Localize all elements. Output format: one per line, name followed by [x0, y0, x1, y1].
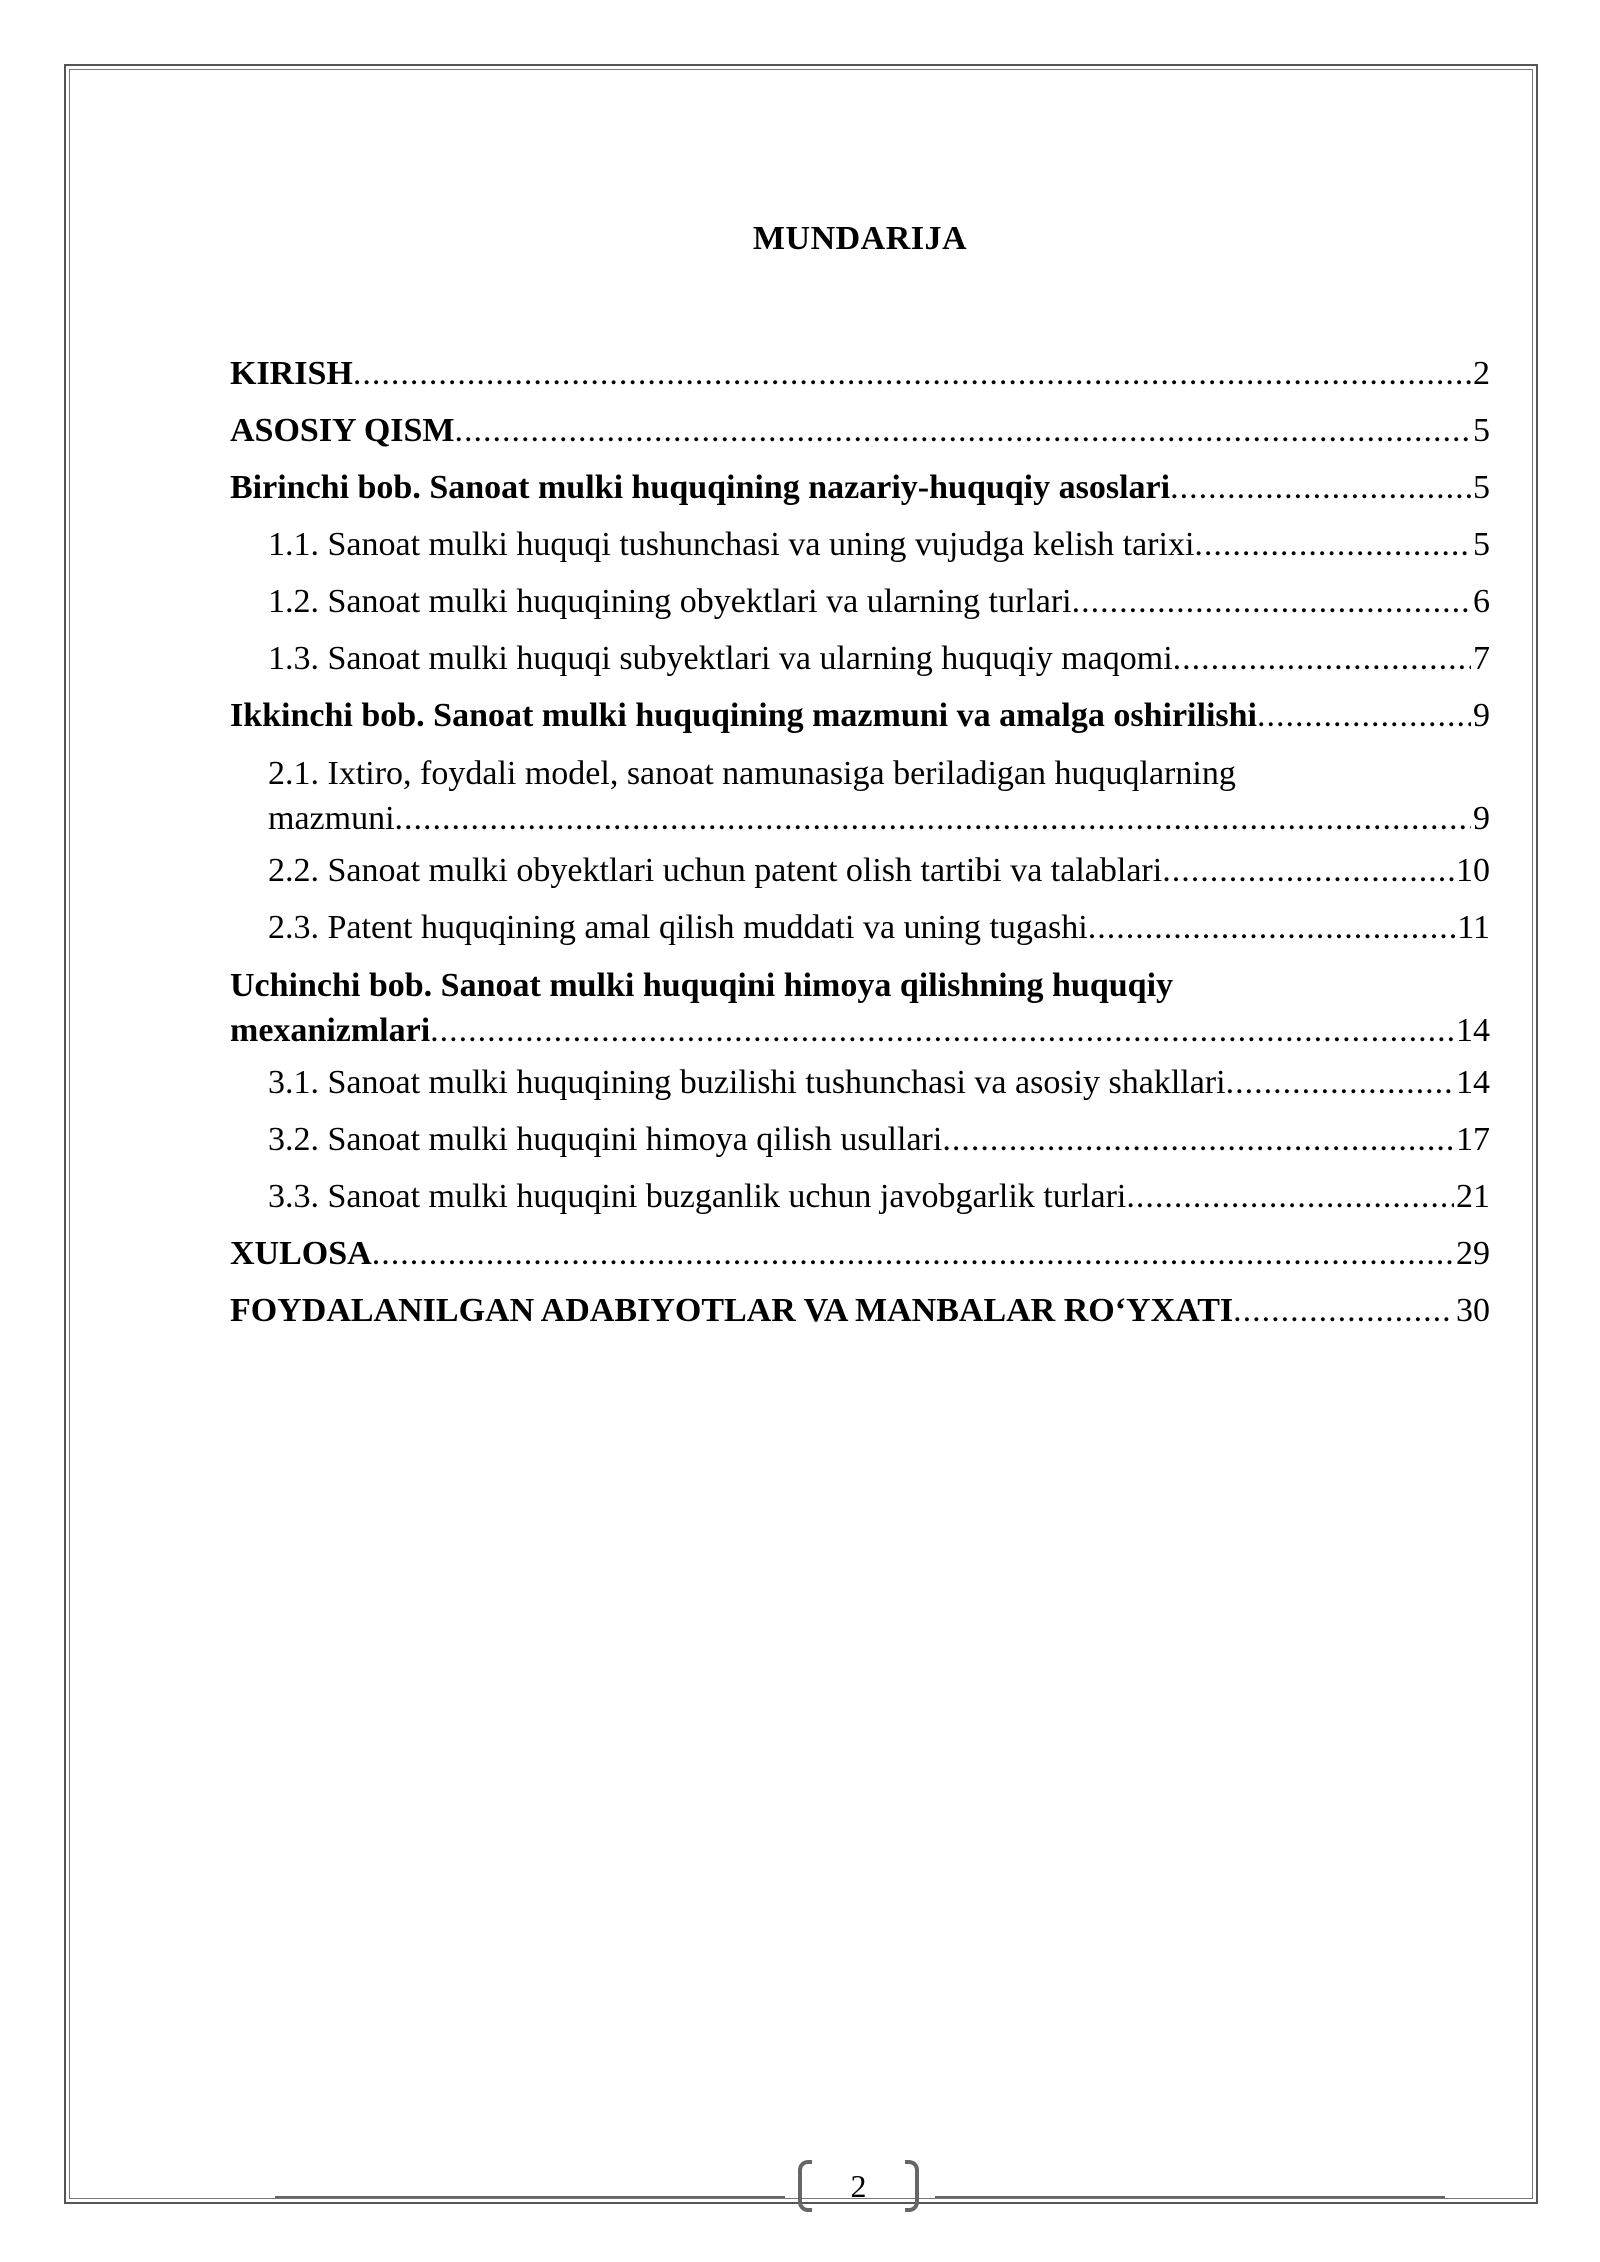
toc-entry-page: 5	[1473, 469, 1490, 506]
toc-entry-kirish[interactable]	[230, 345, 1490, 402]
toc-entry-chapter-1[interactable]	[230, 459, 1490, 516]
dot-leader	[1194, 516, 1471, 573]
toc-entry-label-line1: Uchinchi bob. Sanoat mulki huquqini himoya qilishning huquqiy	[230, 967, 1174, 1004]
toc-entry-label: KIRISH	[230, 355, 353, 392]
toc-entry-page: 9	[1473, 800, 1490, 837]
table-of-contents	[230, 345, 1490, 1339]
toc-entry-label: 3.3. Sanoat mulki huquqini buzganlik uchun javobgarlik turlari	[268, 1178, 1127, 1215]
toc-entry-2-3[interactable]	[230, 899, 1490, 956]
page-number: 2	[850, 2168, 867, 2204]
toc-entry-label-line2: mexanizmlari	[230, 1012, 431, 1049]
dot-leader	[455, 402, 1471, 459]
toc-entry-chapter-3[interactable]	[230, 956, 1490, 1054]
toc-entry-page: 11	[1457, 909, 1490, 946]
toc-entry-label: XULOSA	[230, 1235, 372, 1272]
toc-entry-page: 29	[1456, 1235, 1490, 1272]
toc-entry-label: Ikkinchi bob. Sanoat mulki huquqining mazmuni va amalga oshirilishi	[230, 697, 1257, 734]
toc-entry-1-1[interactable]	[230, 516, 1490, 573]
toc-entry-xulosa[interactable]	[230, 1225, 1490, 1282]
dot-leader	[1226, 1054, 1454, 1111]
toc-entry-label: Birinchi bob. Sanoat mulki huquqining nazariy-huquqiy asoslari	[230, 469, 1171, 506]
toc-entry-label-line1: 2.1. Ixtiro, foydali model, sanoat namunasiga beriladigan huquqlarning	[268, 755, 1236, 792]
dot-leader	[1173, 630, 1471, 687]
toc-entry-chapter-2[interactable]	[230, 687, 1490, 744]
toc-entry-label: ASOSIY QISM	[230, 412, 455, 449]
footer-rule-right	[935, 2196, 1445, 2198]
toc-entry-page: 10	[1456, 852, 1490, 889]
toc-entry-label-line2: mazmuni	[268, 800, 395, 837]
footer-rule-left	[275, 2196, 785, 2198]
dot-leader	[1257, 687, 1471, 744]
toc-entry-label: 3.2. Sanoat mulki huquqini himoya qilish usullari	[268, 1121, 943, 1158]
dot-leader	[1170, 459, 1471, 516]
toc-entry-page: 14	[1456, 1012, 1490, 1049]
dot-leader	[942, 1111, 1454, 1168]
page-number-bracket-right	[905, 2160, 919, 2212]
dot-leader	[395, 795, 1471, 842]
toc-entry-page: 17	[1456, 1121, 1490, 1158]
dot-leader	[1088, 899, 1456, 956]
toc-entry-3-1[interactable]	[230, 1054, 1490, 1111]
toc-entry-page: 5	[1473, 526, 1490, 563]
toc-entry-page: 30	[1456, 1292, 1490, 1329]
toc-entry-references[interactable]	[230, 1282, 1490, 1339]
dot-leader	[1233, 1282, 1454, 1339]
toc-entry-label: FOYDALANILGAN ADABIYOTLAR VA MANBALAR RO‘YXATI	[230, 1292, 1234, 1329]
dot-leader	[1072, 573, 1471, 630]
toc-entry-label: 1.3. Sanoat mulki huquqi subyektlari va ularning huquqiy maqomi	[268, 640, 1173, 677]
toc-entry-page: 9	[1473, 697, 1490, 734]
toc-entry-2-1[interactable]	[230, 744, 1490, 842]
dot-leader	[1162, 842, 1454, 899]
dot-leader	[372, 1225, 1454, 1282]
toc-entry-asosiy-qism[interactable]	[230, 402, 1490, 459]
page-number-bracket-left	[798, 2160, 812, 2212]
toc-entry-label: 2.2. Sanoat mulki obyektlari uchun patent olish tartibi va talablari	[268, 852, 1163, 889]
toc-entry-2-2[interactable]	[230, 842, 1490, 899]
toc-entry-page: 21	[1456, 1178, 1490, 1215]
dot-leader	[353, 345, 1471, 402]
toc-entry-3-3[interactable]	[230, 1168, 1490, 1225]
toc-entry-label: 3.1. Sanoat mulki huquqining buzilishi tushunchasi va asosiy shakllari	[268, 1064, 1226, 1101]
toc-entry-1-3[interactable]	[230, 630, 1490, 687]
toc-entry-page: 14	[1456, 1064, 1490, 1101]
dot-leader	[430, 1007, 1454, 1054]
toc-entry-page: 7	[1473, 640, 1490, 677]
toc-entry-page: 6	[1473, 583, 1490, 620]
toc-entry-3-2[interactable]	[230, 1111, 1490, 1168]
toc-entry-page: 5	[1473, 412, 1490, 449]
toc-entry-label: 2.3. Patent huquqining amal qilish muddati va uning tugashi	[268, 909, 1088, 946]
toc-entry-page: 2	[1473, 355, 1490, 392]
toc-entry-label: 1.2. Sanoat mulki huquqining obyektlari va ularning turlari	[268, 583, 1072, 620]
document-title: MUNDARIJA	[752, 220, 968, 257]
toc-entry-1-2[interactable]	[230, 573, 1490, 630]
toc-entry-label: 1.1. Sanoat mulki huquqi tushunchasi va uning vujudga kelish tarixi	[268, 526, 1195, 563]
dot-leader	[1126, 1168, 1454, 1225]
